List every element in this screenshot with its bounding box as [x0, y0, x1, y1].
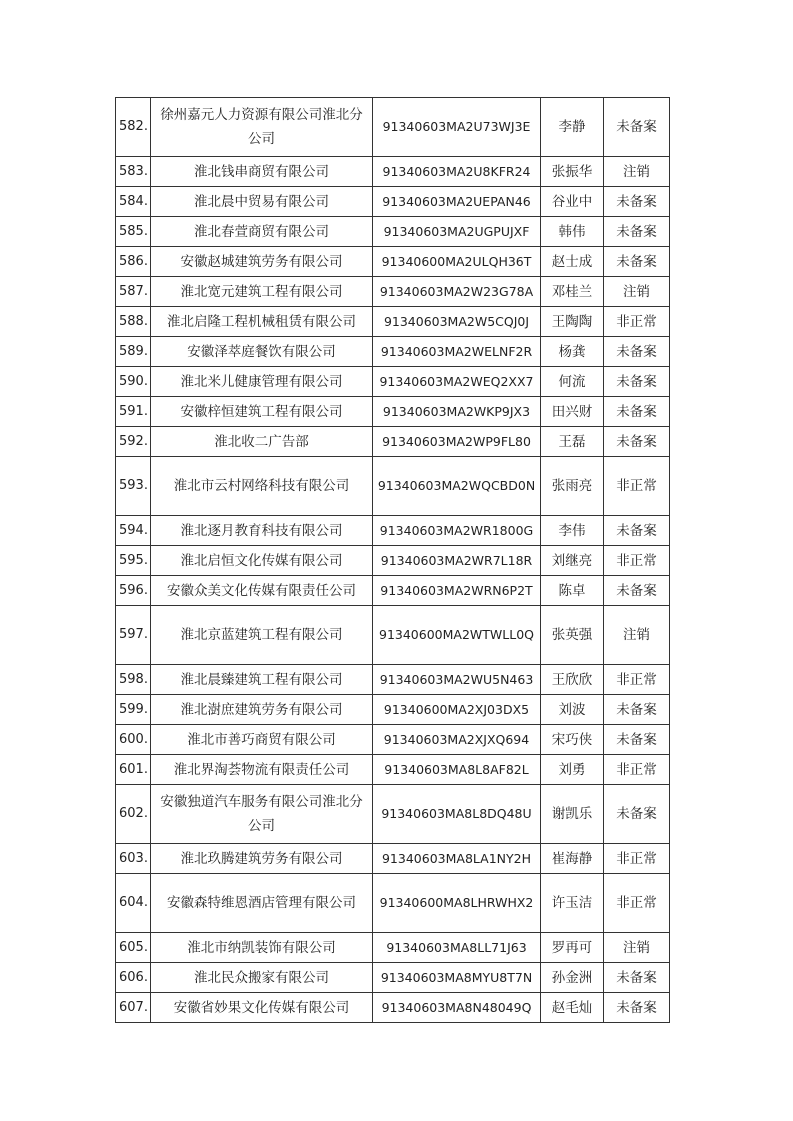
credit-code: 91340603MA8N48049Q — [373, 993, 541, 1023]
registration-status: 未备案 — [604, 367, 670, 397]
credit-code: 91340603MA2WR1800G — [373, 516, 541, 546]
row-number: 597. — [116, 606, 151, 665]
credit-code: 91340603MA8LA1NY2H — [373, 844, 541, 874]
credit-code: 91340603MA8L8AF82L — [373, 755, 541, 785]
company-name: 淮北钱串商贸有限公司 — [151, 157, 373, 187]
enterprise-registry-table — [115, 97, 670, 1023]
row-number: 606. — [116, 963, 151, 993]
registration-status: 未备案 — [604, 397, 670, 427]
row-number: 601. — [116, 755, 151, 785]
registration-status: 未备案 — [604, 516, 670, 546]
legal-representative: 张振华 — [541, 157, 604, 187]
credit-code: 91340603MA8MYU8T7N — [373, 963, 541, 993]
legal-representative: 杨龚 — [541, 337, 604, 367]
company-name: 安徽森特维恩酒店管理有限公司 — [151, 874, 373, 933]
company-name: 淮北春萱商贸有限公司 — [151, 217, 373, 247]
table-row — [116, 157, 670, 187]
credit-code: 91340603MA2WRN6P2T — [373, 576, 541, 606]
row-number: 607. — [116, 993, 151, 1023]
credit-code: 91340603MA2W23G78A — [373, 277, 541, 307]
registration-status: 未备案 — [604, 725, 670, 755]
company-name: 徐州嘉元人力资源有限公司淮北分公司 — [151, 98, 373, 157]
company-name: 淮北启隆工程机械租赁有限公司 — [151, 307, 373, 337]
legal-representative: 赵士成 — [541, 247, 604, 277]
registration-status: 非正常 — [604, 457, 670, 516]
legal-representative: 崔海静 — [541, 844, 604, 874]
table-row — [116, 98, 670, 157]
credit-code: 91340603MA8L8DQ48U — [373, 785, 541, 844]
row-number: 594. — [116, 516, 151, 546]
row-number: 604. — [116, 874, 151, 933]
company-name: 淮北晨臻建筑工程有限公司 — [151, 665, 373, 695]
row-number: 598. — [116, 665, 151, 695]
row-number: 583. — [116, 157, 151, 187]
legal-representative: 刘波 — [541, 695, 604, 725]
credit-code: 91340603MA2WELNF2R — [373, 337, 541, 367]
credit-code: 91340603MA2XJXQ694 — [373, 725, 541, 755]
legal-representative: 宋巧侠 — [541, 725, 604, 755]
company-name: 淮北米儿健康管理有限公司 — [151, 367, 373, 397]
company-name: 淮北逐月教育科技有限公司 — [151, 516, 373, 546]
table-row — [116, 785, 670, 844]
row-number: 591. — [116, 397, 151, 427]
registration-status: 未备案 — [604, 695, 670, 725]
registration-status: 未备案 — [604, 187, 670, 217]
credit-code: 91340603MA2W5CQJ0J — [373, 307, 541, 337]
registration-status: 非正常 — [604, 546, 670, 576]
legal-representative: 王磊 — [541, 427, 604, 457]
company-name: 淮北京蓝建筑工程有限公司 — [151, 606, 373, 665]
table-row — [116, 187, 670, 217]
registration-status: 非正常 — [604, 874, 670, 933]
table-row — [116, 933, 670, 963]
credit-code: 91340600MA2XJ03DX5 — [373, 695, 541, 725]
registration-status: 未备案 — [604, 337, 670, 367]
legal-representative: 陈卓 — [541, 576, 604, 606]
registration-status: 未备案 — [604, 247, 670, 277]
company-name: 淮北收二广告部 — [151, 427, 373, 457]
registration-status: 未备案 — [604, 427, 670, 457]
credit-code: 91340603MA2U73WJ3E — [373, 98, 541, 157]
credit-code: 91340603MA2U8KFR24 — [373, 157, 541, 187]
row-number: 585. — [116, 217, 151, 247]
table-row — [116, 247, 670, 277]
table-row — [116, 963, 670, 993]
company-name: 淮北民众搬家有限公司 — [151, 963, 373, 993]
legal-representative: 田兴财 — [541, 397, 604, 427]
registration-status: 注销 — [604, 157, 670, 187]
legal-representative: 邓桂兰 — [541, 277, 604, 307]
table-row — [116, 606, 670, 665]
legal-representative: 何流 — [541, 367, 604, 397]
credit-code: 91340603MA2WP9FL80 — [373, 427, 541, 457]
company-name: 安徽梓恒建筑工程有限公司 — [151, 397, 373, 427]
company-name: 安徽独道汽车服务有限公司淮北分公司 — [151, 785, 373, 844]
credit-code: 91340600MA8LHRWHX2 — [373, 874, 541, 933]
registration-status: 非正常 — [604, 755, 670, 785]
credit-code: 91340603MA2WQCBD0N — [373, 457, 541, 516]
credit-code: 91340600MA2WTWLL0Q — [373, 606, 541, 665]
row-number: 603. — [116, 844, 151, 874]
table-row — [116, 993, 670, 1023]
registration-status: 未备案 — [604, 217, 670, 247]
company-name: 安徽众美文化传媒有限责任公司 — [151, 576, 373, 606]
table-row — [116, 307, 670, 337]
table-row — [116, 337, 670, 367]
legal-representative: 王欣欣 — [541, 665, 604, 695]
registration-status: 未备案 — [604, 963, 670, 993]
registry-table-body — [116, 98, 670, 1023]
registration-status: 非正常 — [604, 844, 670, 874]
legal-representative: 刘继亮 — [541, 546, 604, 576]
row-number: 599. — [116, 695, 151, 725]
table-row — [116, 546, 670, 576]
company-name: 淮北市云村网络科技有限公司 — [151, 457, 373, 516]
registration-status: 非正常 — [604, 665, 670, 695]
table-row — [116, 844, 670, 874]
company-name: 淮北宽元建筑工程有限公司 — [151, 277, 373, 307]
company-name: 淮北启恒文化传媒有限公司 — [151, 546, 373, 576]
row-number: 605. — [116, 933, 151, 963]
company-name: 淮北晨中贸易有限公司 — [151, 187, 373, 217]
registration-status: 注销 — [604, 606, 670, 665]
credit-code: 91340603MA2WKP9JX3 — [373, 397, 541, 427]
registration-status: 非正常 — [604, 307, 670, 337]
credit-code: 91340603MA2UEPAN46 — [373, 187, 541, 217]
registration-status: 未备案 — [604, 993, 670, 1023]
credit-code: 91340603MA2WU5N463 — [373, 665, 541, 695]
row-number: 592. — [116, 427, 151, 457]
row-number: 582. — [116, 98, 151, 157]
table-row — [116, 427, 670, 457]
row-number: 596. — [116, 576, 151, 606]
legal-representative: 罗再可 — [541, 933, 604, 963]
legal-representative: 谢凯乐 — [541, 785, 604, 844]
registration-status: 未备案 — [604, 98, 670, 157]
credit-code: 91340603MA2WEQ2XX7 — [373, 367, 541, 397]
table-row — [116, 217, 670, 247]
table-row — [116, 457, 670, 516]
legal-representative: 谷业中 — [541, 187, 604, 217]
row-number: 593. — [116, 457, 151, 516]
table-row — [116, 695, 670, 725]
table-row — [116, 874, 670, 933]
row-number: 584. — [116, 187, 151, 217]
legal-representative: 李伟 — [541, 516, 604, 546]
legal-representative: 王陶陶 — [541, 307, 604, 337]
company-name: 安徽赵城建筑劳务有限公司 — [151, 247, 373, 277]
legal-representative: 许玉洁 — [541, 874, 604, 933]
legal-representative: 张英强 — [541, 606, 604, 665]
company-name: 安徽省妙果文化传媒有限公司 — [151, 993, 373, 1023]
table-row — [116, 725, 670, 755]
registration-status: 注销 — [604, 933, 670, 963]
table-row — [116, 516, 670, 546]
table-row — [116, 576, 670, 606]
company-name: 淮北澍庶建筑劳务有限公司 — [151, 695, 373, 725]
registration-status: 未备案 — [604, 785, 670, 844]
row-number: 590. — [116, 367, 151, 397]
registration-status: 未备案 — [604, 576, 670, 606]
row-number: 587. — [116, 277, 151, 307]
legal-representative: 李静 — [541, 98, 604, 157]
company-name: 淮北玖腾建筑劳务有限公司 — [151, 844, 373, 874]
row-number: 586. — [116, 247, 151, 277]
credit-code: 91340600MA2ULQH36T — [373, 247, 541, 277]
company-name: 淮北界淘荟物流有限责任公司 — [151, 755, 373, 785]
credit-code: 91340603MA8LL71J63 — [373, 933, 541, 963]
table-row — [116, 277, 670, 307]
legal-representative: 赵毛灿 — [541, 993, 604, 1023]
row-number: 589. — [116, 337, 151, 367]
row-number: 600. — [116, 725, 151, 755]
registration-status: 注销 — [604, 277, 670, 307]
row-number: 602. — [116, 785, 151, 844]
row-number: 595. — [116, 546, 151, 576]
table-row — [116, 397, 670, 427]
credit-code: 91340603MA2WR7L18R — [373, 546, 541, 576]
row-number: 588. — [116, 307, 151, 337]
company-name: 淮北市善巧商贸有限公司 — [151, 725, 373, 755]
legal-representative: 韩伟 — [541, 217, 604, 247]
table-row — [116, 755, 670, 785]
legal-representative: 张雨亮 — [541, 457, 604, 516]
table-row — [116, 367, 670, 397]
credit-code: 91340603MA2UGPUJXF — [373, 217, 541, 247]
company-name: 淮北市纳凯装饰有限公司 — [151, 933, 373, 963]
table-row — [116, 665, 670, 695]
legal-representative: 刘勇 — [541, 755, 604, 785]
company-name: 安徽泽萃庭餐饮有限公司 — [151, 337, 373, 367]
legal-representative: 孙金洲 — [541, 963, 604, 993]
